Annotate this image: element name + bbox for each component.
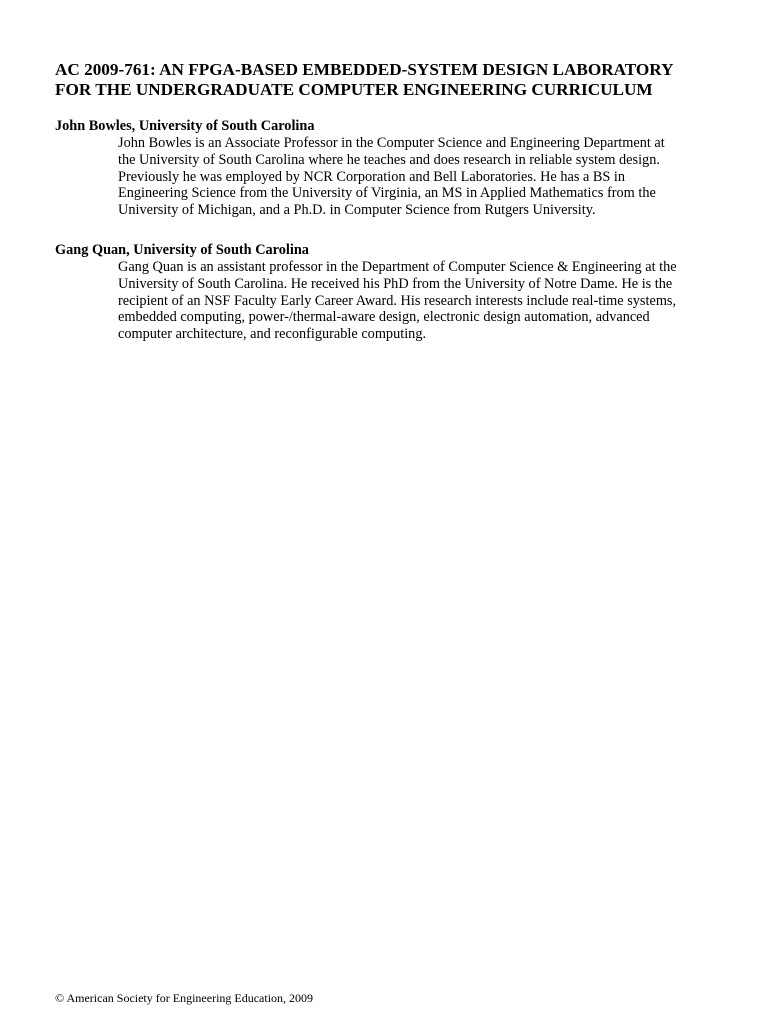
bio-line: John Bowles is an Associate Professor in the Computer Science and Engineering Department at <box>118 135 665 151</box>
author-bio <box>118 135 735 219</box>
bio-line: embedded computing, power-/thermal-aware design, electronic design automation, advanced <box>118 309 650 326</box>
author-bio <box>118 259 735 343</box>
bio-line: Engineering Science from the University of Virginia, an MS in Applied Mathematics from the <box>118 185 656 202</box>
author-block-john-bowles <box>55 118 735 219</box>
author-block-gang-quan <box>55 242 735 343</box>
paper-title <box>55 60 745 100</box>
author-name: Gang Quan, University of South Carolina <box>55 242 309 258</box>
bio-line: recipient of an NSF Faculty Early Career Award. His research interests include real-time systems, <box>118 292 677 309</box>
title-line: AC 2009-761: AN FPGA-BASED EMBEDDED-SYSTEM DESIGN LABORATORY <box>55 60 674 79</box>
bio-line: Previously he was employed by NCR Corporation and Bell Laboratories. He has a BS in <box>118 168 626 185</box>
bio-line: University of South Carolina. He received his PhD from the University of Notre Dame. He is the <box>118 275 673 292</box>
title-line: FOR THE UNDERGRADUATE COMPUTER ENGINEERING CURRICULUM <box>55 80 653 99</box>
bio-line: the University of South Carolina where he teaches and does research in reliable system design. <box>118 151 660 168</box>
bio-line: Gang Quan is an assistant professor in the Department of Computer Science & Engineering at the <box>118 259 677 275</box>
author-name: John Bowles, University of South Carolina <box>55 118 315 134</box>
bio-line: computer architecture, and reconfigurable computing. <box>118 326 427 343</box>
bio-line: University of Michigan, and a Ph.D. in Computer Science from Rutgers University. <box>118 202 596 219</box>
copyright-footer: © American Society for Engineering Education, 2009 <box>55 991 314 1005</box>
